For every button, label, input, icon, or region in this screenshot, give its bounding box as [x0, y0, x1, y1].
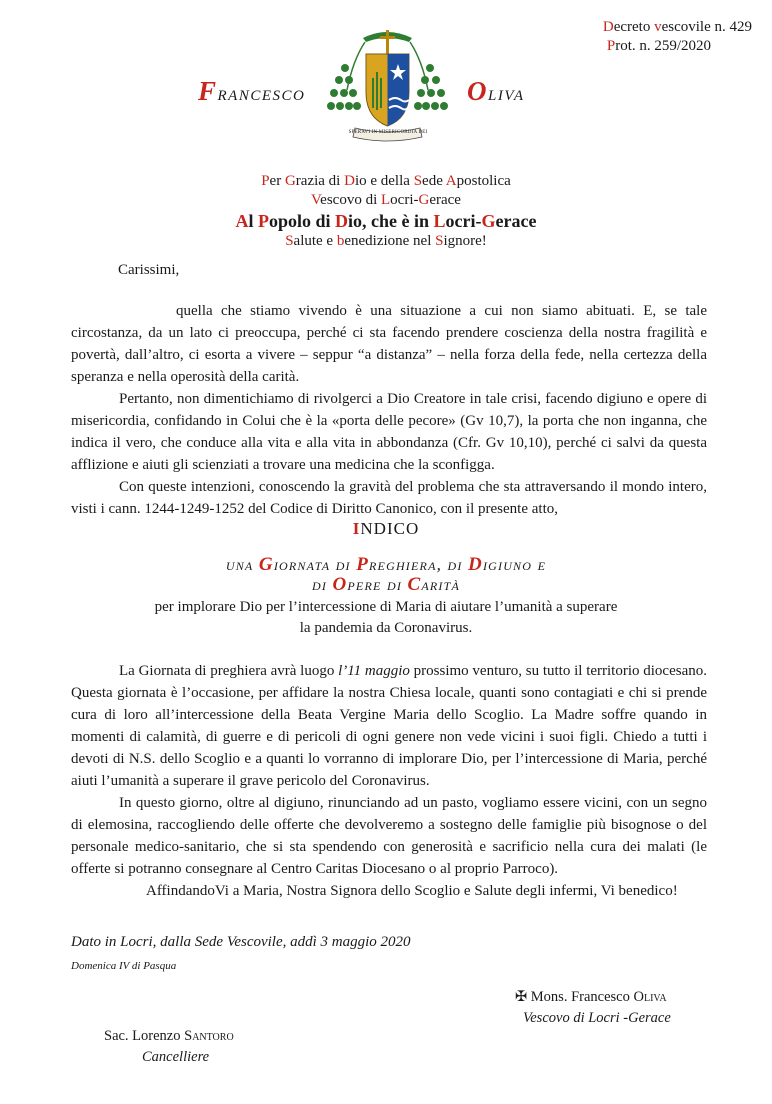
name-last: Oliva [467, 76, 525, 106]
body-section-intro [71, 300, 707, 520]
bishop-heading [0, 172, 772, 251]
bishop-signature [515, 987, 671, 1029]
decree-reference [603, 18, 752, 56]
crest-motto: SPERAVI IN MISERICORDIA DEI [348, 130, 428, 135]
heading-line-greeting: Salute e benedizione nel Signore! [285, 233, 487, 249]
chancellor-role: Cancelliere [142, 1049, 210, 1065]
event-title-line2: di Opere di Carità [311, 574, 461, 595]
heading-line-people: Al Popolo di Dio, che è in Locri-Gerace [235, 211, 537, 231]
event-date: l’11 maggio [338, 663, 410, 679]
bishop-role: Vescovo di Locri -Gerace [523, 1010, 671, 1026]
chancellor-signature [104, 1026, 234, 1068]
paragraph: La Giornata di preghiera avrà luogo l’11 maggio prossimo venturo, su tutto il territorio diocesano. Questa giornata è l’occasione, per affidare la nostra Chiesa locale, quanti sono contagiati e chi si prende cura di loro all’intercessione della Beata Vergine Maria dello Scoglio. La Madre soffre quando in momenti di calamità, di guerre e di pericoli di ogni genere non vede vicini i suoi figli. Chiedo a tutti i devoti di N.S. dello Scoglio e a quanti lo vorranno di implorare Dio, per l’intercessione di Maria, perché aiuti l’umanità a superare il grave pericolo del Coronavirus. [71, 663, 707, 789]
event-purpose [0, 597, 772, 639]
decree-number: Decreto vescovile n. 429 [602, 19, 752, 35]
event-title [0, 555, 772, 595]
bishop-name: ✠ Mons. Francesco Oliva [515, 989, 667, 1005]
chancellor-name: Sac. Lorenzo Santoro [104, 1028, 234, 1044]
paragraph: quella che stiamo vivendo è una situazione a cui non siamo abituati. E, se tale circostanza, da un lato ci preoccupa, perché ci sta facendo prendere coscienza della nostra fragilità e povertà, dall’altro, ci esorta a vivere – seppur “a distanza” – nella forza della fede, nella certezza della speranza e nella operosità della carità. [71, 303, 707, 385]
body-section-details [71, 660, 707, 902]
paragraph: Pertanto, non dimentichiamo di rivolgerci a Dio Creatore in tale crisi, facendo digiuno e opere di misericordia, confidando in Colui che è la «porta delle pecore» (Gv 10,7), la porta che non inganna, che indica il vero, che conduce alla vita e alla vita in abbondanza (Cfr. Gv 10,10), perché ci salvi da questa afflizione e aiuti gli scienziati a trovare una medicina che la sconfigga. [71, 391, 707, 473]
event-title-line1: una Giornata di Preghiera, di Digiuno e [225, 554, 547, 575]
purpose-line: la pandemia da Coronavirus. [299, 620, 473, 636]
given-at-line: Dato in Locri, dalla Sede Vescovile, addì 3 maggio 2020 [71, 934, 411, 950]
paragraph-blessing: AffindandoVi a Maria, Nostra Signora dello Scoglio e Salute degli infermi, Vi benedico! [146, 883, 678, 899]
salutation: Carissimi, [118, 262, 180, 278]
paragraph: Con queste intenzioni, conoscendo la gravità del problema che sta attraversando il mondo intero, visti i cann. 1244-1249-1252 del Codice di Diritto Canonico, con il presente atto, [71, 479, 707, 517]
name-first: Francesco [198, 76, 306, 106]
heading-line-grace: Per Grazia di Dio e della Sede Apostolica [261, 173, 511, 189]
purpose-line: per implorare Dio per l’intercessione di Maria di aiutare l’umanità a superare [154, 599, 618, 615]
indico-heading: INDICO [352, 519, 420, 538]
cross-icon: ✠ [515, 989, 528, 1005]
paragraph: In questo giorno, oltre al digiuno, rinunciando ad un pasto, vogliamo essere vicini, con un segno di elemosina, raccogliendo delle offerte che devolveremo a sostegno delle famiglie più bisognose o del personale medico-sanitario, che si sta spendendo con generosità e sacrificio nella cura dei malati (le offerte si potranno consegnare al Centro Caritas Diocesano o al proprio Parroco). [71, 795, 707, 877]
protocol-number: Prot. n. 259/2020 [606, 38, 712, 54]
liturgical-date: Domenica IV di Pasqua [71, 960, 177, 972]
heading-line-bishop: Vescovo di Locri-Gerace [311, 192, 461, 208]
